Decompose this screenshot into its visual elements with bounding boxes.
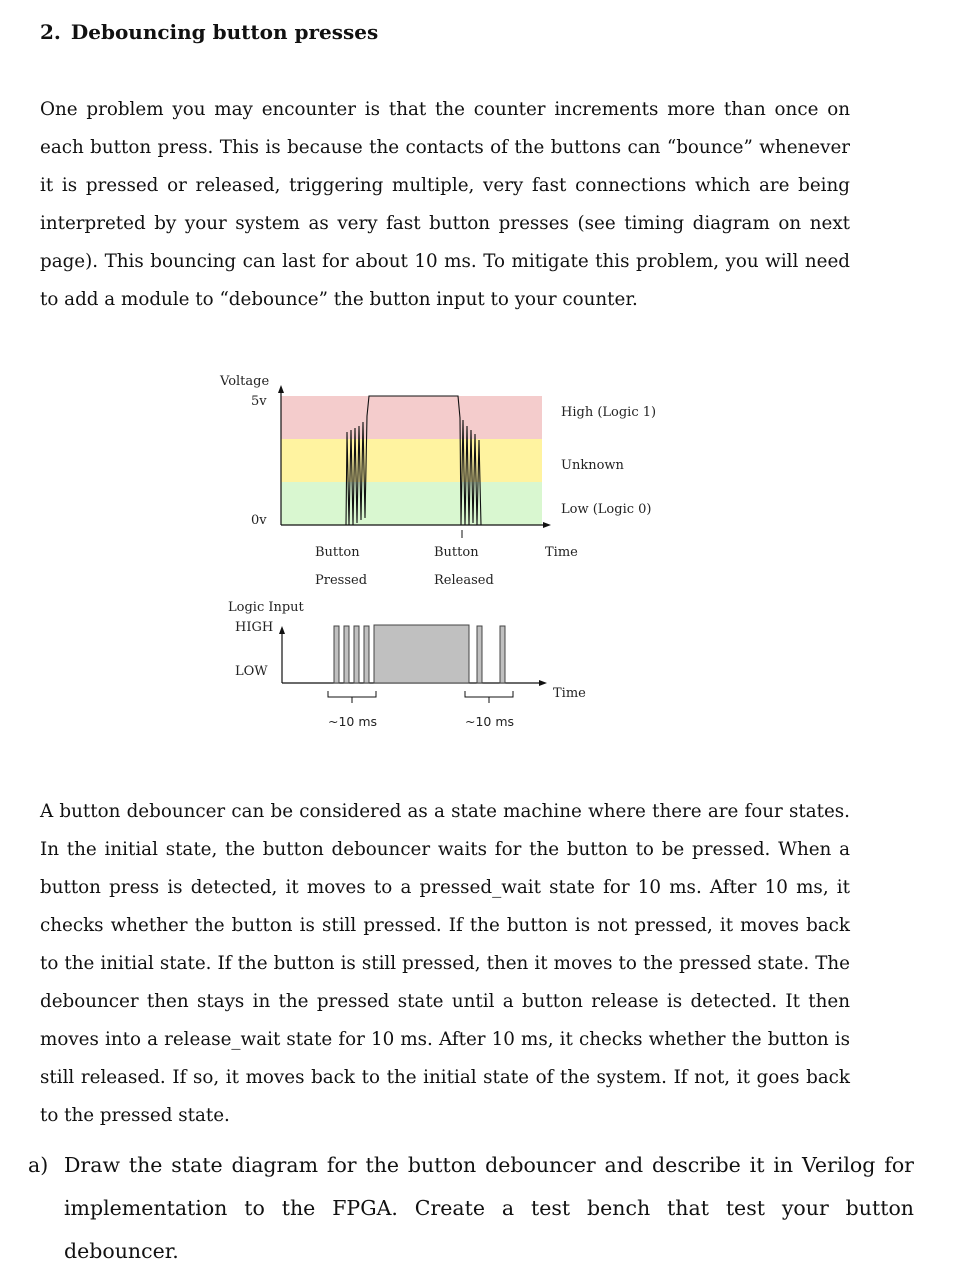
bounce-brace-1: [328, 691, 376, 703]
button-pressed-line2: Pressed: [315, 573, 368, 588]
logic-plot: [228, 600, 586, 729]
logic-high-label: HIGH: [235, 620, 274, 635]
question-a: [28, 1144, 914, 1273]
bounce-pulse: [364, 626, 369, 683]
logic-x-arrow: [539, 680, 547, 686]
unknown-band: [281, 439, 542, 482]
bounce-pulse: [354, 626, 359, 683]
bounce-pulse: [334, 626, 339, 683]
timing-diagram: [0, 360, 978, 750]
intro-paragraph: One problem you may encounter is that the counter increments more than once on each button press. This is because the contacts of the buttons can “bounce” whenever it is pressed or released, triggering multiple, very fast connections which are being interpreted by your system as very fast button presses (see timing diagram on next page). This bouncing can last for about 10 ms. To mitigate this problem, you will need to add a module to “debounce” the button input to your counter.: [40, 99, 850, 310]
voltage-plot: [219, 374, 656, 588]
logic-axis-label: Logic Input: [228, 600, 304, 615]
section-heading: [40, 20, 378, 44]
voltage-0v-label: 0v: [251, 513, 267, 528]
held-pulse: [374, 625, 469, 683]
state-machine-paragraph: A button debouncer can be considered as a state machine where there are four states. In the initial state, the button debouncer waits for the button to be pressed. When a button press is detected, it moves to a pressed_wait state for 10 ms. After 10 ms, it checks whether the button is still pressed. If the button is not pressed, it moves back to the initial state. If the button is still pressed, then it moves to the pressed state. The debouncer then stays in the pressed state until a button release is detected. It then moves into a release_wait state for 10 ms. After 10 ms, it checks whether the button is still released. If so, it moves back to the initial state of the system. If not, it goes back to the pressed state.: [40, 801, 850, 1126]
section-title: Debouncing button presses: [70, 20, 379, 44]
band-unknown-label: Unknown: [561, 458, 624, 473]
button-released-line2: Released: [434, 573, 494, 588]
release-bounce-pulse: [500, 626, 505, 683]
release-bounce-pulse: [477, 626, 482, 683]
button-released-line1: Button: [434, 545, 479, 560]
band-low-label: Low (Logic 0): [561, 502, 652, 517]
bounce-duration-2: ~10 ms: [465, 714, 515, 729]
band-high-label: High (Logic 1): [561, 405, 657, 420]
time-axis-label: Time: [545, 545, 578, 560]
logic-time-label: Time: [553, 686, 586, 701]
button-pressed-line1: Button: [315, 545, 360, 560]
voltage-axis-label: Voltage: [220, 374, 270, 389]
section-number: 2.: [40, 20, 61, 44]
bounce-brace-2: [465, 691, 513, 703]
logic-y-arrow: [279, 626, 285, 634]
question-text: Draw the state diagram for the button debouncer and describe it in Verilog for implementation to the FPGA. Create a test bench that test your button debouncer.: [64, 1153, 914, 1263]
voltage-5v-label: 5v: [251, 394, 267, 409]
question-label: a): [28, 1153, 49, 1177]
logic-low-label: LOW: [235, 664, 268, 679]
logic-pulses: [334, 625, 505, 683]
high-band: [281, 396, 542, 439]
bounce-pulse: [344, 626, 349, 683]
bounce-duration-1: ~10 ms: [328, 714, 378, 729]
voltage-y-arrow: [278, 385, 284, 393]
low-band: [281, 482, 542, 525]
